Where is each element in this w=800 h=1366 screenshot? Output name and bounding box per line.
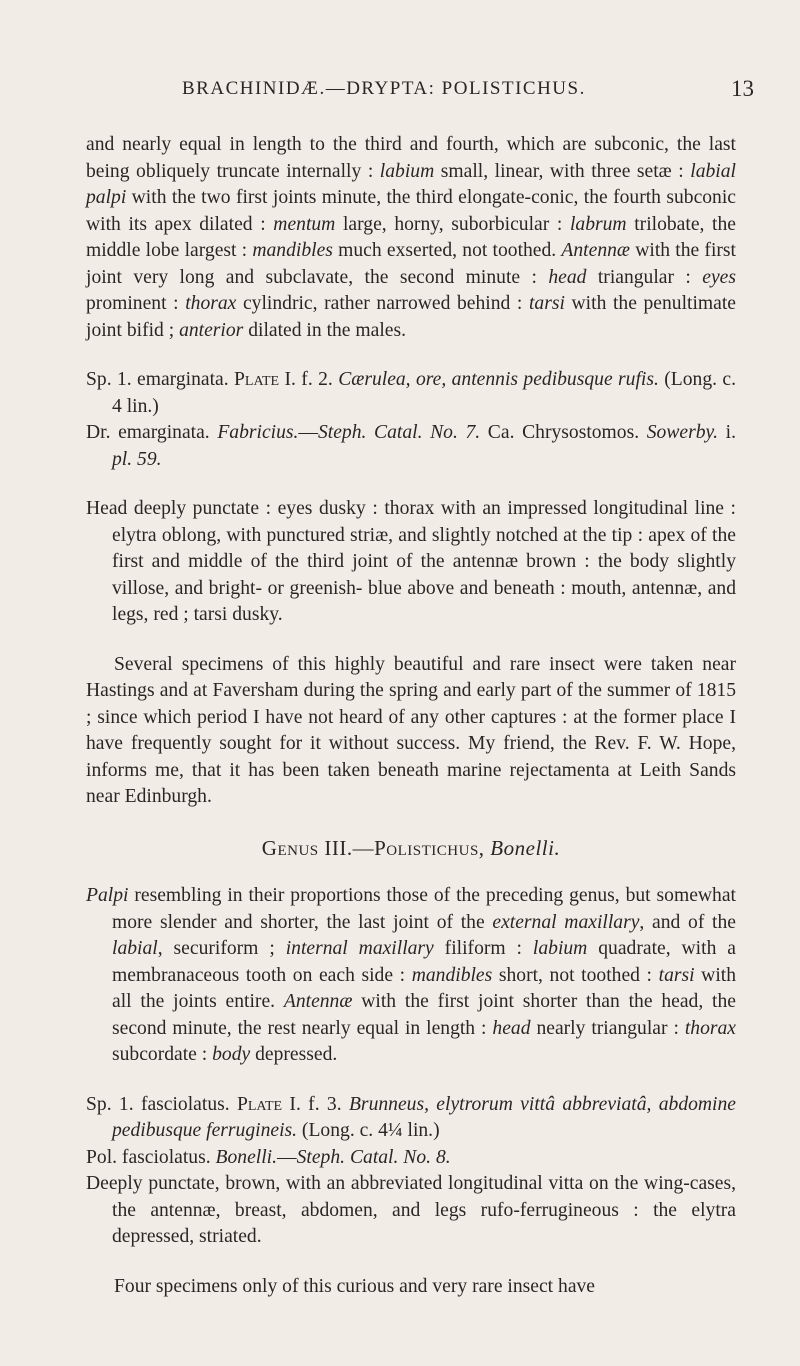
species-description-2: Deeply punctate, brown, with an abbreviated longitudinal vitta on the wing-cases, the antennæ, breast, abdomen, and legs rufo-ferrugineous : the elytra depressed, striated. — [86, 1173, 736, 1247]
running-head: BRACHINIDÆ.—DRYPTA: POLISTICHUS. — [182, 78, 586, 99]
closing-paragraph: Four specimens only of this curious and very rare insect have — [114, 1275, 596, 1297]
genus-characters-paragraph: Palpi resembling in their proportions those of the preceding genus, but somewhat more slender and shorter, the last joint of the external maxillary, and of the labial, securiform ; internal maxillary filiform : labium quadrate, with a membranaceous tooth on each side : mandibles short, not toothed : tarsi with all the joints entire. Antennæ with the first joint shorter than the head, the second minute, the rest nearly equal in length : head nearly triangular : thorax subcordate : body depressed. — [86, 885, 737, 1065]
observation-paragraph: Several specimens of this highly beautiful and rare insect were taken near Hastings and at Faversham during the spring and early part of the summer of 1815 ; since which period I have not heard of any other captures : at the former place I have frequently sought for it without success. My friend, the Rev. F. W. Hope, informs me, that it has been taken beneath marine rejectamenta at Leith Sands near Edinburgh. — [86, 653, 736, 807]
synonymy-line: Dr. emarginata. Fabricius.—Steph. Catal. No. 7. Ca. Chrysostomos. Sowerby. i. pl. 59. — [86, 422, 736, 470]
species-description: Head deeply punctate : eyes dusky : thorax with an impressed longitudinal line : elytra oblong, with punctured striæ, and slightly notched at the tip : apex of the first and middle of the third joint of the antennæ brown : the body slightly villose, and bright- or greenish- blue above and beneath : mouth, antennæ, and legs, red ; tarsi dusky. — [86, 498, 736, 625]
page-number: 13 — [731, 76, 754, 101]
genus-description-paragraph: and nearly equal in length to the third and fourth, which are subconic, the last being obliquely truncate internally : labium small, linear, with three setæ : labial palpi with the two first joints minute, the third elongate-conic, the fourth subconic with its apex dilated : mentum large, horny, suborbicular : labrum trilobate, the middle lobe largest : mandibles much exserted, not toothed. Antennæ with the first joint very long and subclavate, the second minute : head triangular : eyes prominent : thorax cylindric, rather narrowed behind : tarsi with the penultimate joint bifid ; anterior dilated in the males. — [86, 134, 737, 341]
synonymy-line-2: Pol. fasciolatus. Bonelli.—Steph. Catal. No. 8. — [86, 1146, 451, 1168]
species-heading-2: Sp. 1. fasciolatus. Plate I. f. 3. Brunneus, elytrorum vittâ abbreviatâ, abdomine pedibusque ferrugineis. (Long. c. 4¼ lin.) — [86, 1093, 736, 1141]
page-body — [86, 132, 736, 1300]
genus-heading: Genus III.—Polistichus, Bonelli. — [261, 835, 561, 860]
species-heading: Sp. 1. emarginata. Plate I. f. 2. Cærulea, ore, antennis pedibusque rufis. (Long. c. 4 lin.) — [86, 369, 736, 417]
page-header — [0, 78, 800, 108]
